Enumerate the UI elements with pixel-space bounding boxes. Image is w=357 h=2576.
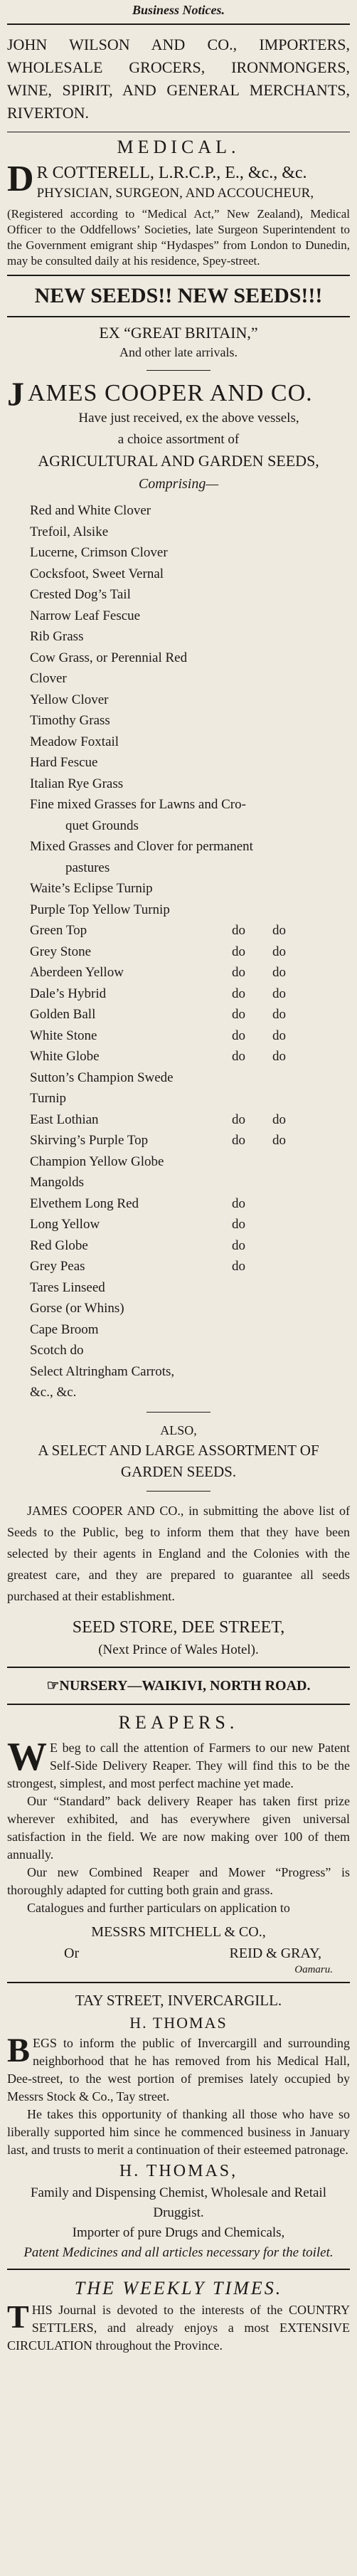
seed-list-item: Long Yellow do xyxy=(30,1214,350,1235)
weekly-times-heading: THE WEEKLY TIMES. xyxy=(74,2277,283,2298)
doctor-name: D R COTTERELL, L.R.C.P., E., &c., &c. xyxy=(7,159,307,199)
seed-list-item: Sutton’s Champion Swede Turnip xyxy=(30,1070,174,1106)
divider xyxy=(7,316,350,317)
seed-list-item: Grey Peas do xyxy=(30,1256,350,1277)
seed-list-item: Lucerne, Crimson Clover xyxy=(30,545,168,560)
weekly-times-ad: THIS Journal is devoted to the interests of the COUNTRY SETTLERS, and already enjoys a most EXTENSIVE CIRCULATION throughout the Province. xyxy=(7,2298,350,2353)
seed-list-item: Fine mixed Grasses for Lawns and Cro- quet Grounds xyxy=(30,797,246,833)
seed-list xyxy=(30,500,350,1403)
ditto-mark: do do xyxy=(232,1007,286,1022)
seed-list-item: Grey Stone do do xyxy=(30,941,350,963)
seed-list-item: Golden Ball do do xyxy=(30,1004,350,1025)
new-seeds-headline: NEW SEEDS!! NEW SEEDS!!! xyxy=(34,284,323,307)
chemist-description: Family and Dispensing Chemist, Wholesale and Retail Druggist. xyxy=(30,2185,326,2220)
thomas-ad: BEGS to inform the public of Invercargill and surrounding neighborhood that he has removed from his Medical Hall, Dee-street, to the west portion of premises lately occupied by Messrs Stock & Co., Tay street. He takes this opportunity of thanking all those who have so liberally supported him since he commenced business in January last, and trusts to merit a continuation of their esteemed patronage. xyxy=(7,2031,350,2157)
ditto-mark: do do xyxy=(232,923,286,938)
pointing-hand-icon: ☞ xyxy=(46,1677,60,1694)
ditto-mark: do xyxy=(232,1195,245,1211)
seed-list-item: Trefoil, Alsike xyxy=(30,524,109,539)
h-thomas-signature: H. THOMAS, xyxy=(119,2161,238,2180)
choice-line: a choice assortment of xyxy=(117,432,240,447)
seed-list-item: Skirving’s Purple Top do do xyxy=(30,1130,350,1151)
divider xyxy=(7,23,350,25)
medical-heading: MEDICAL. xyxy=(117,137,240,157)
mitchell-name: MESSRS MITCHELL & CO., xyxy=(91,1923,266,1940)
short-rule xyxy=(146,370,211,371)
seed-list-item: Dale’s Hybrid do do xyxy=(30,983,350,1005)
section-header: Business Notices. xyxy=(132,3,225,17)
comprising-label: Comprising— xyxy=(138,476,219,492)
seed-list-item: Yellow Clover xyxy=(30,692,109,707)
ship-line: EX “GREAT BRITAIN,” xyxy=(99,324,258,342)
doctor-details: (Registered according to “Medical Act,” New Zealand), Medical Officer to the Oddfellows’ Societies, late Surgeon Superintendent to the Government emigrant ship “Hydaspes” from London to Dunedin, may be consulted daily at his residence, Spey-street. xyxy=(7,207,350,268)
seed-list-item: Champion Yellow Globe Mangolds xyxy=(30,1154,164,1190)
ditto-mark: do do xyxy=(232,986,286,1001)
agri-heading: AGRICULTURAL AND GARDEN SEEDS, xyxy=(38,452,319,470)
seed-list-item: Cape Broom xyxy=(30,1321,99,1337)
seed-store-address: SEED STORE, DEE STREET, xyxy=(72,1617,285,1637)
seed-list-item: Mixed Grasses and Clover for permanent pastures xyxy=(30,839,253,875)
divider xyxy=(7,2269,350,2270)
nursery-line: ☞NURSERY—WAIKIVI, NORTH ROAD. xyxy=(46,1677,311,1694)
seed-list-item: Timothy Grass xyxy=(30,713,110,728)
cooper-paragraph: JAMES COOPER AND CO., in submitting the above list of Seeds to the Public, beg to inform them that they have been selected by their agents in England and the Colonies with the greatest care, and they are prepared to guarantee all seeds purchased at their establishment. xyxy=(7,1503,350,1603)
ditto-mark: do xyxy=(232,1237,245,1253)
seed-list-item: Scotch do xyxy=(30,1343,84,1358)
ditto-mark: do do xyxy=(232,1049,286,1064)
oamaru-location: Oamaru. xyxy=(294,1963,333,1975)
john-wilson-ad: JOHN WILSON AND CO., IMPORTERS, WHOLESALE GROCERS, IRONMONGERS, WINE, SPIRIT, AND GENERAL MERCHANTS, RIVERTON. xyxy=(7,36,350,122)
seed-list-item: East Lothian do do xyxy=(30,1109,350,1131)
seed-list-item: Hard Fescue xyxy=(30,755,98,770)
reid-gray-line: Or REID & GRAY, xyxy=(64,1945,321,1961)
seed-list-item: White Stone do do xyxy=(30,1025,350,1047)
seed-list-item: White Globe do do xyxy=(30,1046,350,1067)
seed-list-item: Cow Grass, or Perennial Red Clover xyxy=(30,650,188,686)
seed-list-item: Rib Grass xyxy=(30,629,84,644)
seed-list-item: Tares Linseed xyxy=(30,1279,105,1295)
garden-seeds-heading: A SELECT AND LARGE ASSORTMENT OF GARDEN SEEDS. xyxy=(38,1441,319,1480)
also-label: ALSO, xyxy=(160,1422,197,1437)
seed-list-item: Crested Dog’s Tail xyxy=(30,587,131,602)
doctor-title: PHYSICIAN, SURGEON, AND ACCOUCHEUR, xyxy=(36,186,314,201)
seed-list-item: Purple Top Yellow Turnip xyxy=(30,902,170,917)
short-rule xyxy=(146,1491,211,1492)
ditto-mark: do xyxy=(232,1217,245,1232)
seed-list-item: Narrow Leaf Fescue xyxy=(30,608,141,623)
ditto-mark: do do xyxy=(232,1112,286,1127)
seed-list-item: Red Globe do xyxy=(30,1235,350,1257)
patent-medicines-line: Patent Medicines and all articles necessary for the toilet. xyxy=(23,2244,334,2260)
seed-list-item: Gorse (or Whins) xyxy=(30,1301,124,1316)
seed-list-item: Meadow Foxtail xyxy=(30,734,119,749)
divider xyxy=(7,275,350,276)
received-line: Have just received, ex the above vessels, xyxy=(78,411,299,426)
firm-name: J AMES COOPER AND CO. xyxy=(7,376,313,413)
reapers-ad: W E beg to call the attention of Farmers to our new Patent Self-Side Delivery Reaper. They will find this to be the strongest, simplest, and most perfect machine yet made. Our “Standard” back delivery Reaper has taken first prize wherever exhibited, and has everywhere given universal satisfaction in the field. We are now making over 100 of them annually. Our new Combined Reaper and Mower “Progress” is thoroughly adapted for cutting both grain and grass. Catalogues and further particulars on application to xyxy=(7,1734,350,1915)
seed-list-item: Aberdeen Yellow do do xyxy=(30,962,350,983)
seed-list-item: Select Altringham Carrots, &c., &c. xyxy=(30,1363,175,1400)
ditto-mark: do do xyxy=(232,965,286,980)
seed-list-item: Italian Rye Grass xyxy=(30,776,124,791)
ditto-mark: do do xyxy=(232,944,286,959)
other-arrivals: And other late arrivals. xyxy=(119,345,238,359)
divider xyxy=(7,1982,350,1983)
ditto-mark: do do xyxy=(232,1028,286,1043)
divider xyxy=(7,1704,350,1705)
cotterell-ad xyxy=(7,159,350,269)
seed-list-item: Cocksfoot, Sweet Vernal xyxy=(30,566,164,581)
prince-of-wales-note: (Next Prince of Wales Hotel). xyxy=(98,1642,259,1657)
seed-list-item: Green Top do do xyxy=(30,920,350,941)
tay-street-heading: TAY STREET, INVERCARGILL. xyxy=(75,1991,282,2009)
h-thomas-heading: H. THOMAS xyxy=(129,2013,228,2032)
importer-line: Importer of pure Drugs and Chemicals, xyxy=(72,2224,285,2240)
seed-list-item: Red and White Clover xyxy=(30,503,151,518)
ditto-mark: do do xyxy=(232,1133,286,1148)
short-rule xyxy=(146,1412,211,1413)
seed-list-item: Elvethem Long Red do xyxy=(30,1193,350,1215)
reapers-heading: REAPERS. xyxy=(118,1711,239,1733)
seed-list-item: Waite’s Eclipse Turnip xyxy=(30,881,153,896)
ditto-mark: do xyxy=(232,1259,245,1274)
divider xyxy=(7,1667,350,1668)
